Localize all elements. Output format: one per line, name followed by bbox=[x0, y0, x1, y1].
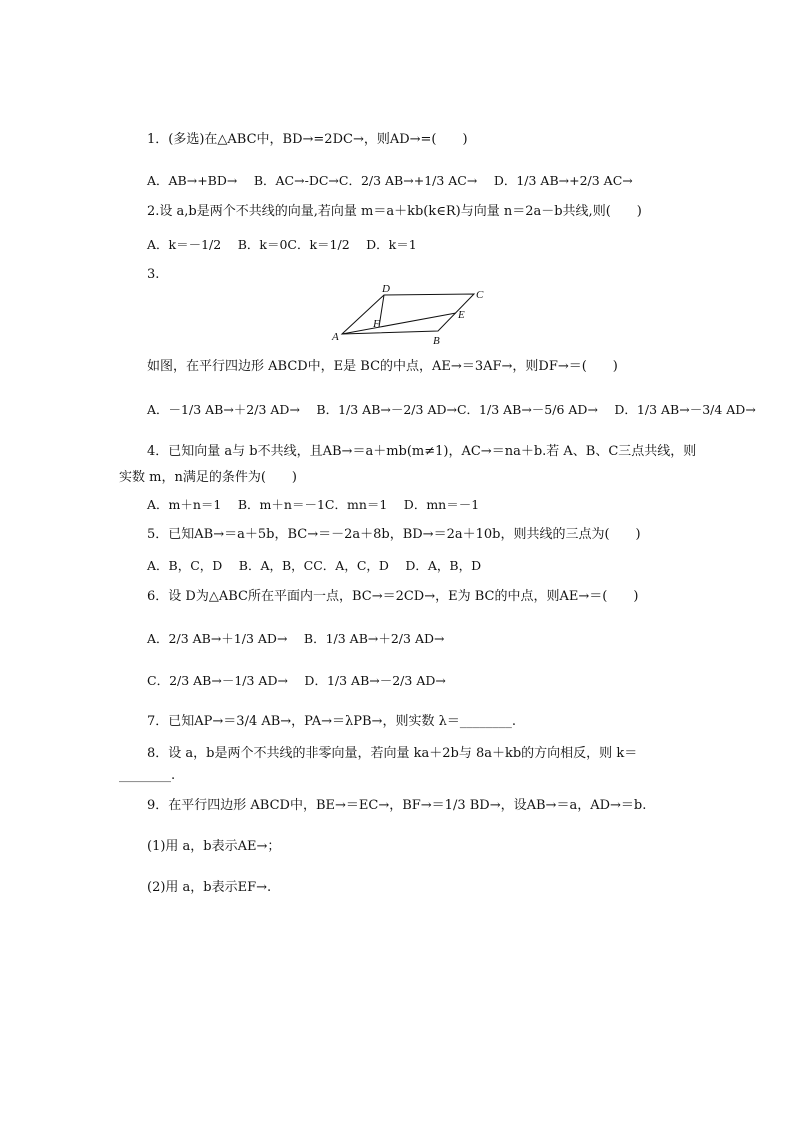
parallelogram-outline bbox=[342, 294, 474, 334]
segment-AE bbox=[342, 313, 456, 334]
question-4-stem: 4．已知向量 a与 b不共线，且AB→＝a＋mb(m≠1)，AC→＝na＋b.若 A、B、C三点共线，则 bbox=[147, 444, 697, 459]
question-8-stem: 8．设 a，b是两个不共线的非零向量，若向量 ka＋2b与 8a＋kb的方向相反，则 k＝ bbox=[147, 746, 638, 761]
question-3-number: 3. bbox=[147, 267, 160, 282]
question-3-stem: 如图，在平行四边形 ABCD中，E是 BC的中点，AE→＝3AF→，则DF→＝( ) bbox=[147, 359, 618, 374]
label-F: F bbox=[373, 318, 380, 330]
question-2-options: A．k＝－1/2 B．k＝0C．k＝1/2 D．k＝1 bbox=[147, 237, 417, 252]
label-D: D bbox=[382, 283, 390, 295]
question-5-stem: 5．已知AB→＝a＋5b，BC→＝－2a＋8b，BD→＝2a＋10b，则共线的三点为( ) bbox=[147, 527, 641, 542]
question-9-stem: 9．在平行四边形 ABCD中，BE→＝EC→，BF→＝1/3 BD→，设AB→＝a，AD→＝b. bbox=[147, 798, 647, 813]
question-1-options: A．AB→+BD→ B．AC→-DC→C．2/3 AB→+1/3 AC→ D．1/3 AB→+2/3 AC→ bbox=[147, 173, 633, 188]
question-1-stem: 1．(多选)在△ABC中，BD→=2DC→，则AD→=( ) bbox=[147, 132, 468, 147]
question-2-stem: 2.设 a,b是两个不共线的向量,若向量 m＝a＋kb(k∈R)与向量 n＝2a－b共线,则( ) bbox=[147, 204, 642, 219]
question-9-part-2: (2)用 a，b表示EF→. bbox=[147, 880, 272, 895]
question-7-stem: 7．已知AP→＝3/4 AB→，PA→＝λPB→，则实数 λ＝________. bbox=[147, 714, 516, 729]
label-B: B bbox=[433, 335, 440, 346]
label-E: E bbox=[458, 309, 465, 321]
question-5-options: A．B，C，D B．A，B，CC．A，C，D D．A，B，D bbox=[147, 558, 482, 573]
parallelogram-figure bbox=[330, 282, 500, 346]
segment-DF bbox=[379, 295, 384, 327]
label-A: A bbox=[332, 331, 339, 343]
question-6-stem: 6．设 D为△ABC所在平面内一点，BC→＝2CD→，E为 BC的中点，则AE→＝( ) bbox=[147, 589, 639, 604]
question-9-part-1: (1)用 a，b表示AE→； bbox=[147, 839, 281, 854]
question-4-stem-continued: 实数 m，n满足的条件为( ) bbox=[119, 470, 297, 485]
question-8-answer-blank: ________. bbox=[119, 768, 176, 783]
question-6-options-ab: A．2/3 AB→＋1/3 AD→ B．1/3 AB→＋2/3 AD→ bbox=[147, 631, 445, 646]
question-6-options-cd: C．2/3 AB→－1/3 AD→ D．1/3 AB→－2/3 AD→ bbox=[147, 673, 446, 688]
question-4-options: A．m＋n＝1 B．m＋n＝－1C．mn＝1 D．mn＝－1 bbox=[147, 497, 480, 512]
question-3-options: A．－1/3 AB→＋2/3 AD→ B．1/3 AB→－2/3 AD→C．1/3 AB→－5/6 AD→ D．1/3 AB→－3/4 AD→ bbox=[147, 402, 756, 417]
label-C: C bbox=[476, 289, 484, 301]
